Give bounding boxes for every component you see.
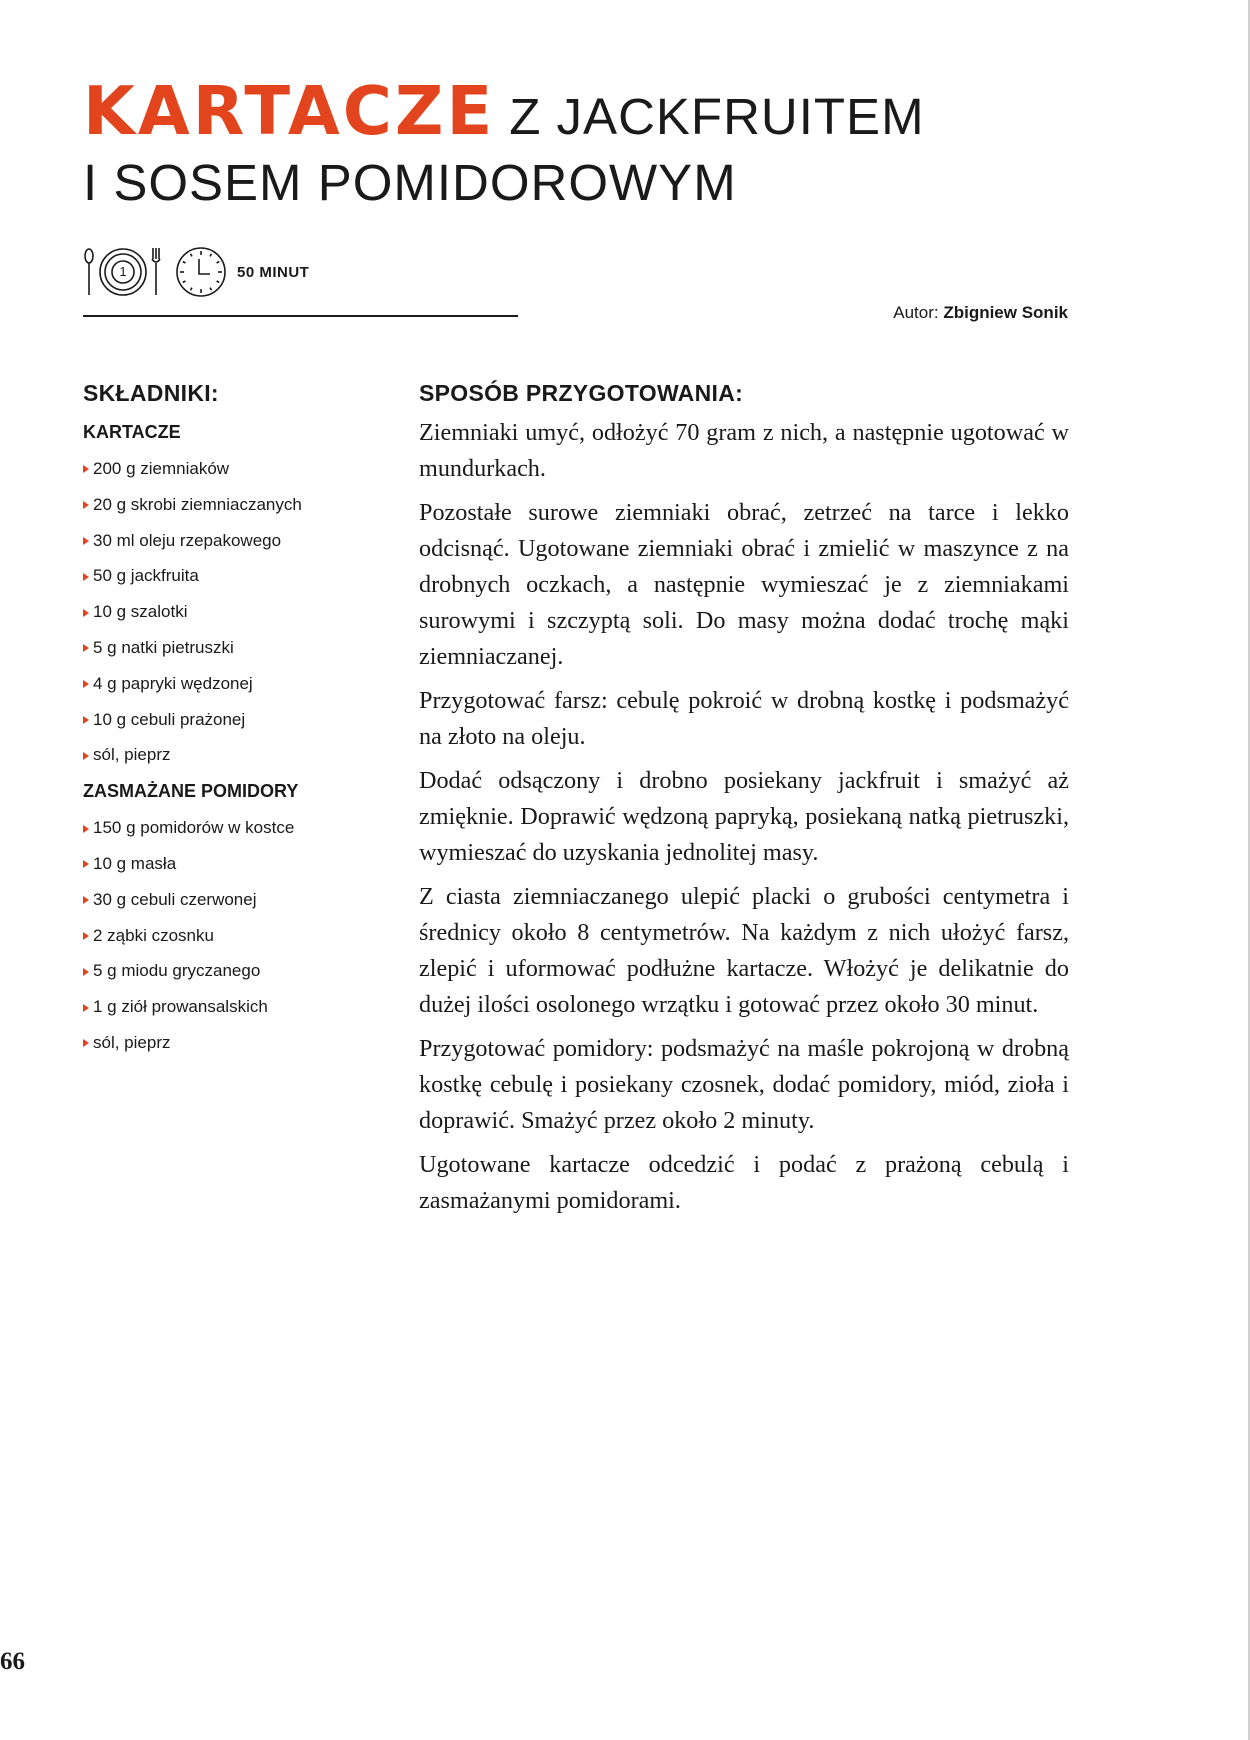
bullet-icon <box>83 1039 89 1047</box>
list-item: sól, pieprz <box>83 1025 403 1061</box>
bullet-icon <box>83 501 89 509</box>
list-item: 20 g skrobi ziemniaczanych <box>83 487 403 523</box>
list-item: 5 g natki pietruszki <box>83 630 403 666</box>
ingredients-heading: SKŁADNIKI: <box>83 380 219 406</box>
list-item: 30 ml oleju rzepakowego <box>83 523 403 559</box>
bullet-icon <box>83 609 89 617</box>
title-main: KARTACZE <box>83 72 496 150</box>
title-line-2: I SOSEM POMIDOROWYM <box>83 154 737 211</box>
servings-count: 1 <box>119 264 127 279</box>
cooking-time: 50 MINUT <box>237 263 310 281</box>
bullet-icon <box>83 752 89 760</box>
bullet-icon <box>83 968 89 976</box>
list-item: 200 g ziemniaków <box>83 451 403 487</box>
list-item: 150 g pomidorów w kostce <box>83 810 403 846</box>
bullet-icon <box>83 537 89 545</box>
title-line-1 <box>83 72 1083 150</box>
method-paragraph: Ziemniaki umyć, odłożyć 70 gram z nich, a następnie ugotować w mundurkach. <box>419 419 1069 482</box>
method-section <box>419 380 1069 1227</box>
list-item: 10 g cebuli prażonej <box>83 702 403 738</box>
header-divider <box>83 315 518 317</box>
method-paragraph: Ugotowane kartacze odcedzić i podać z prażoną cebulą i zasmażanymi pomidorami. <box>419 1151 1069 1214</box>
bullet-icon <box>83 825 89 833</box>
bullet-icon <box>83 573 89 581</box>
method-paragraph: Przygotować farsz: cebulę pokroić w drobną kostkę i podsmażyć na złoto na oleju. <box>419 687 1069 750</box>
author-credit <box>893 303 1068 323</box>
bullet-icon <box>83 860 89 868</box>
bullet-icon <box>83 465 89 473</box>
author-label: Autor: <box>893 303 939 322</box>
ingredient-list-kartacze <box>83 451 403 773</box>
clock-icon <box>175 246 227 298</box>
bullet-icon <box>83 932 89 940</box>
list-item: sól, pieprz <box>83 737 403 773</box>
list-item: 5 g miodu gryczanego <box>83 953 403 989</box>
recipe-meta <box>83 246 309 298</box>
list-item: 10 g szalotki <box>83 594 403 630</box>
bullet-icon <box>83 644 89 652</box>
ingredients-section <box>83 380 403 1061</box>
ingredient-list-pomidory <box>83 810 403 1061</box>
bullet-icon <box>83 716 89 724</box>
ingredient-group-title: KARTACZE <box>83 422 181 442</box>
method-heading: SPOSÓB PRZYGOTOWANIA: <box>419 380 744 406</box>
title-rest: Z JACKFRUITEM <box>509 88 925 145</box>
method-paragraph: Pozostałe surowe ziemniaki obrać, zetrzeć na tarce i lekko odcisnąć. Ugotowane ziemniaki obrać i zmielić w maszynce z na drobnych oczkach, a następnie wymieszać je z ziemniakami surowymi i szczyptą soli. Do masy można dodać trochę mąki ziemniaczanej. <box>419 499 1069 670</box>
author-name: Zbigniew Sonik <box>943 303 1068 322</box>
list-item: 4 g papryki wędzonej <box>83 666 403 702</box>
bullet-icon <box>83 680 89 688</box>
list-item: 50 g jackfruita <box>83 558 403 594</box>
list-item: 1 g ziół prowansalskich <box>83 989 403 1025</box>
method-paragraph: Dodać odsączony i drobno posiekany jackfruit i smażyć aż zmięknie. Doprawić wędzoną papryką, posiekaną natką pietruszki, wymieszać do uzyskania jednolitej masy. <box>419 767 1069 866</box>
method-paragraph: Z ciasta ziemniaczanego ulepić placki o grubości centymetra i średnicy około 8 centymetrów. Na każdym z nich ułożyć farsz, zlepić i uformować podłużne kartacze. Włożyć je delikatnie do dużej ilości osolonego wrzątku i gotować przez około 30 minut. <box>419 883 1069 1018</box>
recipe-title <box>83 72 1083 216</box>
method-paragraph: Przygotować pomidory: podsmażyć na maśle pokrojoną w drobną kostkę cebulę i posiekany czosnek, dodać pomidory, miód, zioła i doprawić. Smażyć przez około 2 minuty. <box>419 1035 1069 1134</box>
bullet-icon <box>83 1004 89 1012</box>
list-item: 2 ząbki czosnku <box>83 918 403 954</box>
list-item: 30 g cebuli czerwonej <box>83 882 403 918</box>
bullet-icon <box>83 896 89 904</box>
page-number: 66 <box>0 1648 25 1675</box>
ingredient-group-title: ZASMAŻANE POMIDORY <box>83 781 299 802</box>
list-item: 10 g masła <box>83 846 403 882</box>
